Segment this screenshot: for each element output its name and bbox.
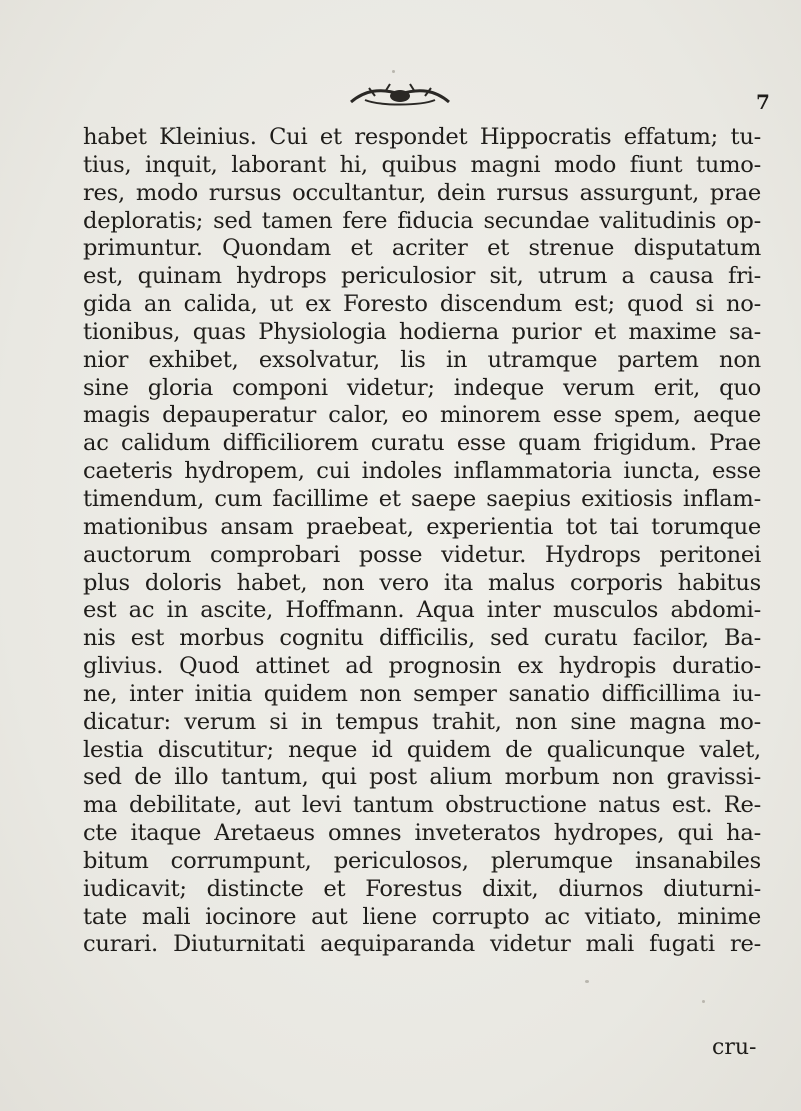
text-line: tionibus, quas Physiologia hodierna purior et maxime sa- — [83, 318, 761, 345]
text-line: curari. Diuturnitati aequiparanda videtur mali fugati re- — [83, 931, 761, 958]
paper-speck — [392, 70, 395, 73]
text-line: tius, inquit, laborant hi, quibus magni modo fiunt tumo- — [83, 151, 761, 178]
paper-speck — [585, 980, 589, 983]
catchword: cru- — [712, 1035, 757, 1060]
text-line: cte itaque Aretaeus omnes inveteratos hydropes, qui ha- — [83, 820, 761, 847]
text-line: est, quinam hydrops periculosior sit, utrum a causa fri- — [83, 263, 761, 290]
page-number: 7 — [756, 90, 770, 114]
text-line: magis depauperatur calor, eo minorem esse spem, aeque — [83, 402, 761, 429]
text-line: iudicavit; distincte et Forestus dixit, diurnos diuturni- — [83, 875, 761, 902]
text-line: sed de illo tantum, qui post alium morbum non gravissi- — [83, 764, 761, 791]
headpiece-ornament — [345, 80, 455, 110]
paper-speck — [702, 1000, 705, 1003]
text-line: ne, inter initia quidem non semper sanatio difficillima iu- — [83, 680, 761, 707]
text-line: sine gloria componi videtur; indeque verum erit, quo — [83, 374, 761, 401]
text-line: auctorum comprobari posse videtur. Hydrops peritonei — [83, 541, 761, 568]
text-line: res, modo rursus occultantur, dein rursus assurgunt, prae — [83, 179, 761, 206]
text-line: lestia discutitur; neque id quidem de qualicunque valet, — [83, 736, 761, 763]
text-line: ma debilitate, aut levi tantum obstructione natus est. Re- — [83, 792, 761, 819]
text-line: nis est morbus cognitu difficilis, sed curatu facilor, Ba- — [83, 625, 761, 652]
text-line: deploratis; sed tamen fere fiducia secundae valitudinis op- — [83, 207, 761, 234]
text-line: dicatur: verum si in tempus trahit, non sine magna mo- — [83, 708, 761, 735]
text-line: plus doloris habet, non vero ita malus corporis habitus — [83, 569, 761, 596]
text-line: gida an calida, ut ex Foresto discendum est; quod si no- — [83, 291, 761, 318]
text-line: caeteris hydropem, cui indoles inflammatoria iuncta, esse — [83, 458, 761, 485]
text-line: glivius. Quod attinet ad prognosin ex hydropis duratio- — [83, 653, 761, 680]
text-line: primuntur. Quondam et acriter et strenue disputatum — [83, 235, 761, 262]
text-line: est ac in ascite, Hoffmann. Aqua inter musculos abdomi- — [83, 597, 761, 624]
text-line: mationibus ansam praebeat, experientia tot tai torumque — [83, 513, 761, 540]
text-line: habet Kleinius. Cui et respondet Hippocratis effatum; tu- — [83, 124, 761, 150]
text-line: nior exhibet, exsolvatur, lis in utramque partem non — [83, 346, 761, 373]
text-line: timendum, cum facillime et saepe saepius exitiosis inflam- — [83, 485, 761, 512]
text-line: tate mali iocinore aut liene corrupto ac vitiato, minime — [83, 903, 761, 930]
text-line: ac calidum difficiliorem curatu esse quam frigidum. Prae — [83, 430, 761, 457]
text-line: bitum corrumpunt, periculosos, plerumque insanabiles — [83, 847, 761, 874]
body-text — [83, 124, 761, 959]
